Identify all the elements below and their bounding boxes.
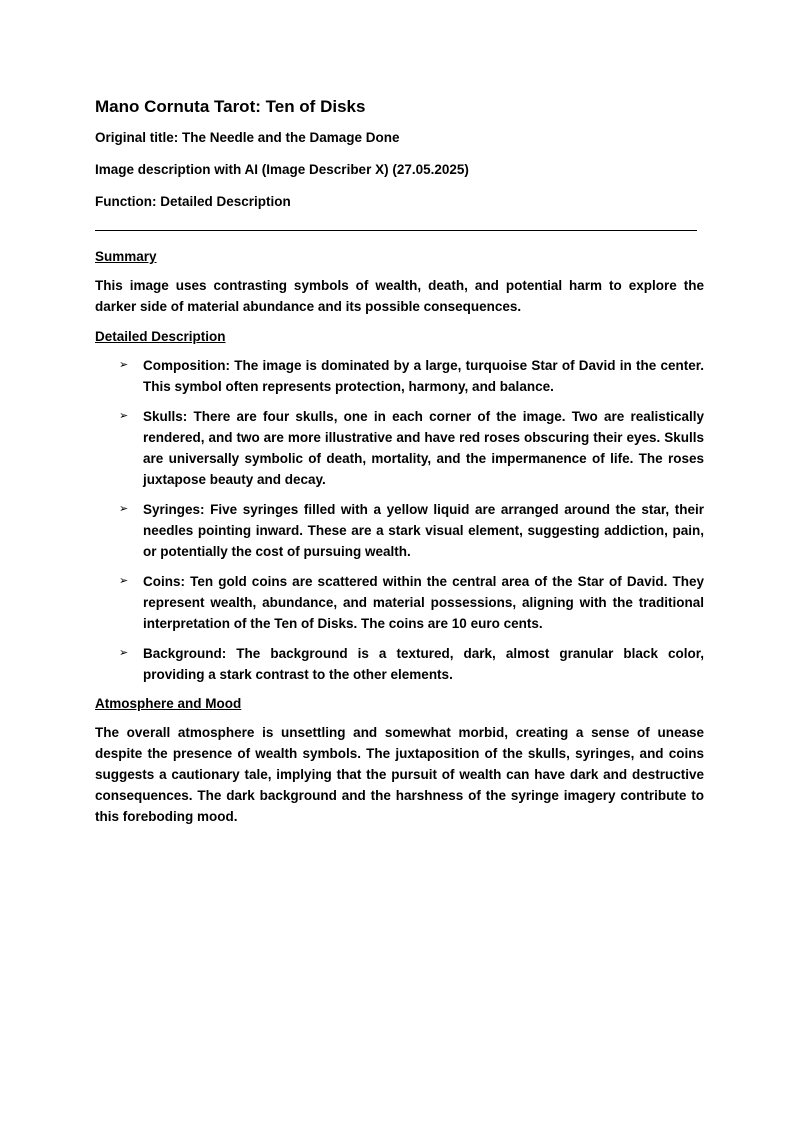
summary-text: This image uses contrasting symbols of wealth, death, and potential harm to explore the darker side of material abundance and its possible consequences. — [95, 278, 704, 314]
arrow-bullet-icon: ➢ — [119, 410, 129, 422]
atmosphere-text: The overall atmosphere is unsettling and somewhat morbid, creating a sense of unease despite the presence of wealth symbols. The juxtaposition of the skulls, syringes, and coins suggests a cautionary tale, implying that the pursuit of wealth can have dark and destructive consequences. The dark background and the harshness of the syringe imagery contribute to this foreboding mood. — [95, 725, 704, 824]
list-item-composition — [95, 355, 704, 397]
list-item-coins — [95, 571, 704, 634]
document-content — [95, 96, 704, 837]
summary-heading: Summary — [95, 249, 157, 264]
arrow-bullet-icon: ➢ — [119, 503, 129, 515]
list-item-syringes — [95, 499, 704, 562]
arrow-bullet-icon: ➢ — [119, 359, 129, 371]
list-item-text: Background: The background is a textured, dark, almost granular black color, providing a stark contrast to the other elements. — [143, 646, 704, 682]
atmosphere-heading: Atmosphere and Mood — [95, 696, 242, 711]
detailed-description-heading: Detailed Description — [95, 329, 226, 344]
list-item-text: Skulls: There are four skulls, one in each corner of the image. Two are realistically rendered, and two are more illustrative and have red roses obscuring their eyes. Skulls are universally symbolic of death, mortality, and the impermanence of life. The roses juxtapose beauty and decay. — [143, 409, 704, 487]
list-item-skulls — [95, 406, 704, 490]
list-item-background — [95, 643, 704, 685]
document-title: Mano Cornuta Tarot: Ten of Disks — [95, 97, 366, 116]
list-item-text: Coins: Ten gold coins are scattered within the central area of the Star of David. They represent wealth, abundance, and material possessions, aligning with the traditional interpretation of the Ten of Disks. The coins are 10 euro cents. — [143, 574, 704, 631]
arrow-bullet-icon: ➢ — [119, 575, 129, 587]
horizontal-divider — [95, 230, 697, 231]
detailed-description-list — [95, 355, 704, 685]
arrow-bullet-icon: ➢ — [119, 647, 129, 659]
list-item-text: Composition: The image is dominated by a large, turquoise Star of David in the center. This symbol often represents protection, harmony, and balance. — [143, 358, 704, 394]
list-item-text: Syringes: Five syringes filled with a yellow liquid are arranged around the star, their needles pointing inward. These are a stark visual element, suggesting addiction, pain, or potentially the cost of pursuing wealth. — [143, 502, 704, 559]
image-description-line: Image description with AI (Image Describer X) (27.05.2025) — [95, 162, 469, 177]
original-title: Original title: The Needle and the Damage Done — [95, 130, 400, 145]
function-line: Function: Detailed Description — [95, 194, 291, 209]
